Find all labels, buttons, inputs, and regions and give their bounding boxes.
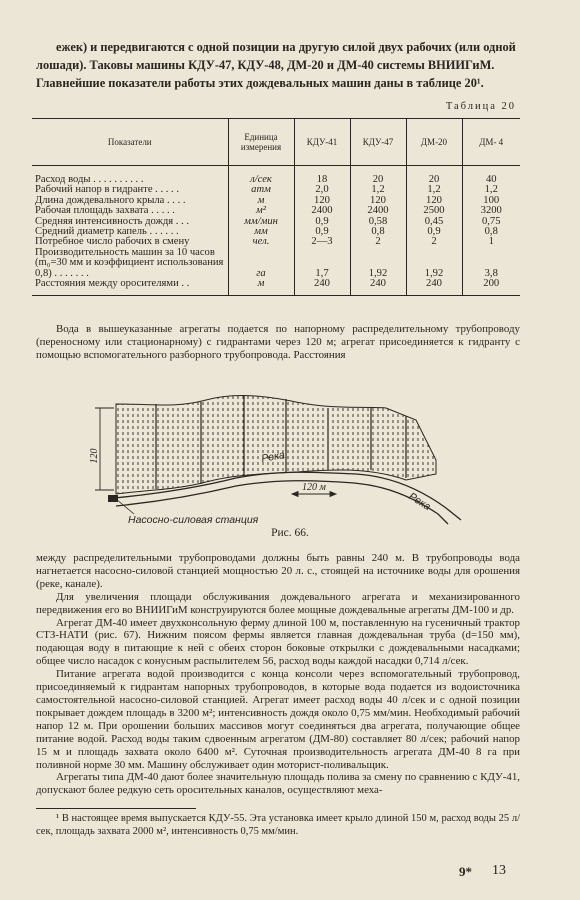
irrigation-diagram bbox=[86, 390, 476, 525]
cell-value: 1,92 bbox=[350, 248, 406, 279]
cell-value: 0,8 bbox=[350, 227, 406, 237]
cell-value: 40 bbox=[462, 166, 520, 186]
cell-value: 3200 bbox=[462, 206, 520, 216]
row-unit: атм bbox=[228, 185, 294, 195]
paragraph-water-supply: Вода в вышеуказанные агрегаты подается по напорному распределительному трубопроводу (переносному или стационарному) с гидрантами через 120 м; агрегат присоединяется к гидранту с помощью вспомогательного разборного трубопровода. Расстояния bbox=[36, 323, 520, 361]
main-text bbox=[36, 552, 520, 797]
header-kdu47: КДУ-47 bbox=[350, 119, 406, 166]
table-header-row bbox=[32, 119, 520, 166]
cell-value: 2 bbox=[350, 237, 406, 247]
table-row bbox=[32, 248, 520, 279]
dimension-label-120m: 120 м bbox=[302, 482, 326, 493]
cell-value: 120 bbox=[406, 196, 462, 206]
row-label: Расстояния между оросителями . . bbox=[32, 279, 228, 296]
cell-value: 200 bbox=[462, 279, 520, 296]
row-unit: мм bbox=[228, 227, 294, 237]
cell-value: 0,8 bbox=[462, 227, 520, 237]
paragraph: Агрегат ДМ-40 имеет двухконсольную ферму длиной 100 м, поставленную на гусеничный трактор СТЗ-НАТИ (рис. 67). Нижним поясом фермы является главная дождевальная труба (d=150 мм), подающая воду в питающие к ней с обеих сторон боковые открылки с дождевальными насадками; общее число насадок с конусным распылителем 56, расход воды каждой насадки 0,714 л/сек. bbox=[36, 616, 520, 668]
cell-value: 120 bbox=[294, 196, 350, 206]
cell-value: 2,0 bbox=[294, 185, 350, 195]
cell-value: 240 bbox=[406, 279, 462, 296]
cell-value: 2400 bbox=[350, 206, 406, 216]
figure-caption: Рис. 66. bbox=[271, 527, 309, 539]
row-label: Средняя интенсивность дождя . . . bbox=[35, 215, 190, 227]
header-indicator: Показатели bbox=[32, 119, 228, 166]
cell-value: 1,2 bbox=[406, 185, 462, 195]
cell-value: 20 bbox=[406, 166, 462, 186]
cell-value: 0,58 bbox=[350, 217, 406, 227]
row-label: Расход воды . . . . . . . . . . bbox=[35, 174, 144, 185]
cell-value: 1,2 bbox=[462, 185, 520, 195]
pump-station-marker bbox=[108, 495, 118, 502]
cell-value: 0,75 bbox=[462, 217, 520, 227]
dimension-label-120: 120 bbox=[89, 448, 100, 464]
intro-paragraph: ежек) и передвигаются с одной позиции на другую силой двух рабочих (или одной лошади). Таковы машины КДУ-47, КДУ-48, ДМ-20 и ДМ-40 системы ВНИИГиМ. Главнейшие показатели работы этих дождевальных машин даны в таблице 20¹. bbox=[36, 40, 516, 90]
cell-value: 0,45 bbox=[406, 217, 462, 227]
signature-mark: 9* bbox=[459, 864, 472, 879]
cell-value: 1,7 bbox=[294, 248, 350, 279]
footnote-divider bbox=[36, 808, 196, 809]
cell-value: 2—3 bbox=[294, 237, 350, 247]
row-unit: мм/мин bbox=[228, 217, 294, 227]
cell-value: 18 bbox=[294, 166, 350, 186]
cell-value: 0,9 bbox=[294, 217, 350, 227]
cell-value: 120 bbox=[350, 196, 406, 206]
row-unit: м bbox=[228, 279, 294, 296]
row-label: Рабочая площадь захвата . . . . . bbox=[35, 205, 175, 217]
paragraph: Для увеличения площади обслуживания дождевального агрегата и механизированного передвижения его во ВНИИГиМ конструируются более мощные дождевальные агрегаты ДМ-100 и др. bbox=[36, 590, 520, 616]
cell-value: 0,9 bbox=[406, 227, 462, 237]
row-label: Рабочий напор в гидранте . . . . . bbox=[35, 184, 180, 196]
cell-value: 240 bbox=[350, 279, 406, 296]
footnote: ¹ В настоящее время выпускается КДУ-55. Эта установка имеет крыло длиной 150 м, расход воды 25 л/сек, площадь захвата 2000 м², интенсивность 0,75 мм/мин. bbox=[36, 813, 520, 837]
cell-value: 3,8 bbox=[462, 248, 520, 279]
header-dm20: ДМ-20 bbox=[406, 119, 462, 166]
row-unit: га bbox=[228, 248, 294, 279]
cell-value: 100 bbox=[462, 196, 520, 206]
cell-value: 1,92 bbox=[406, 248, 462, 279]
row-unit: м² bbox=[228, 206, 294, 216]
cell-value: 2500 bbox=[406, 206, 462, 216]
river-label: Река bbox=[260, 449, 286, 465]
data-table bbox=[32, 118, 520, 296]
cell-value: 20 bbox=[350, 166, 406, 186]
table-row bbox=[32, 279, 520, 296]
row-label: Средний диаметр капель . . . . . . bbox=[35, 226, 179, 238]
row-label: Потребное число рабочих в смену bbox=[35, 236, 190, 248]
cell-value: 240 bbox=[294, 279, 350, 296]
figure-66 bbox=[86, 390, 476, 525]
leader-line bbox=[116, 499, 134, 514]
row-unit: чел. bbox=[228, 237, 294, 247]
river-label-2: Река bbox=[406, 490, 433, 514]
header-kdu41: КДУ-41 bbox=[294, 119, 350, 166]
paragraph: между распределительными трубопроводами должны быть равны 240 м. В трубопроводы вода нагнетается насосно-силовой станцией мощностью 20 л. с., стоящей на источнике воды для орошения (реке, канале). bbox=[36, 552, 520, 590]
cell-value: 2400 bbox=[294, 206, 350, 216]
cell-value: 0,9 bbox=[294, 227, 350, 237]
page-number: 13 bbox=[492, 863, 506, 878]
cell-value: 1,2 bbox=[350, 185, 406, 195]
header-unit: Единица измерения bbox=[228, 119, 294, 166]
row-unit: л/сек bbox=[228, 166, 294, 186]
row-label: Длина дождевального крыла . . . . bbox=[35, 194, 186, 206]
table-row bbox=[32, 166, 520, 186]
table-caption: Таблица 20 bbox=[445, 101, 516, 112]
paragraph: Агрегаты типа ДМ-40 дают более значительную площадь полива за смену по сравнению с КДУ-41, допускают более редкую сеть оросительных каналов, осуществляют меха- bbox=[36, 771, 520, 797]
cell-value: 1 bbox=[462, 237, 520, 247]
row-label: Производительность машин за 10 часов (m₀=30 мм и коэффициент использования 0,8) . . . . . . . bbox=[35, 246, 224, 279]
paragraph: Питание агрегата водой производится с конца консоли через вспомогательный трубопровод, присоединяемый к гидрантам напорных трубопроводов, в которые вода подается из водоисточника самостоятельной насосно-силовой станцией. Агрегат имеет расход воды 40 л/сек и с одной позиции покрывает дождем площадь в 3200 м²; интенсивность дождя около 0,75 мм/мин. Необходимый рабочий напор 12 м. При орошении больших массивов могут соединяться два агрегата, получающие общее питание водой. Расход воды таким сдвоенным агрегатом (ДМ-80) составляет 80 л/сек; рабочий напор 15 м и площадь захвата около 6400 м². Суточная производительность агрегата ДМ-40 8 га при поливной норме 30 мм. Машину обслуживает один моторист-поливальщик. bbox=[36, 668, 520, 771]
pump-station-label: Насосно-силовая станция bbox=[128, 514, 259, 525]
cell-value: 2 bbox=[406, 237, 462, 247]
row-unit: м bbox=[228, 196, 294, 206]
header-dm40: ДМ- 4 bbox=[462, 119, 520, 166]
